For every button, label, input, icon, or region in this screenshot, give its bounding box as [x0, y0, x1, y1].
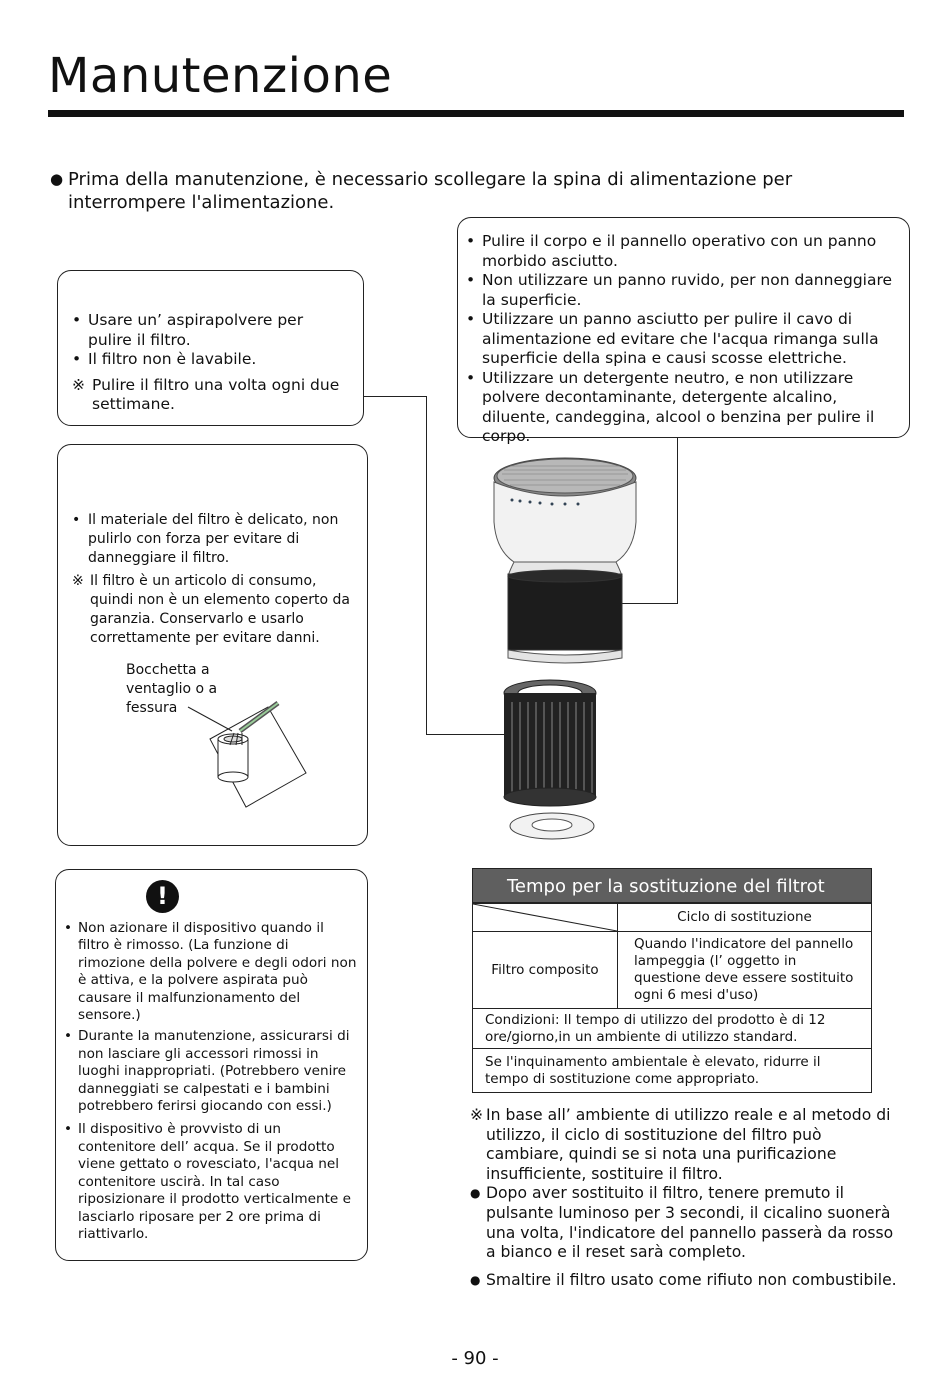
replacement-notes-list	[470, 1106, 900, 1290]
warning-box	[55, 869, 368, 1261]
connector-line	[677, 438, 678, 604]
list-item: ● Dopo aver sostituito il filtro, tenere premuto il pulsante luminoso per 3 secondi, il cicalino suonerà una volta, l'indicatore del pannello passerà da rosso a bianco e il reset sarà completo.	[470, 1184, 894, 1262]
nozzle-label: Bocchetta a ventaglio o a fessura	[126, 662, 218, 716]
conditions-note: Condizioni: Il tempo di utilizzo del prodotto è di 12 ore/giorno,in un ambiente di utilizzo standard.	[473, 1009, 872, 1049]
intro-note	[50, 168, 870, 214]
intro-bullet: ●	[50, 170, 64, 188]
warning-icon: !	[146, 880, 179, 913]
list-item: ● Smaltire il filtro usato come rifiuto non combustibile.	[470, 1270, 897, 1289]
diagonal-header-cell	[473, 904, 618, 932]
intro-text: Prima della manutenzione, è necessario scollegare la spina di alimentazione per interrompere l'alimentazione.	[68, 169, 793, 213]
list-item: ※ Il filtro è un articolo di consumo, quindi non è un elemento coperto da garanzia. Conservarlo e usarlo correttamente per evitare danni.	[72, 573, 351, 646]
replacement-grid	[472, 903, 872, 1093]
body-cleaning-list	[466, 232, 901, 447]
list-item: • Non azionare il dispositivo quando il filtro è rimosso. (La funzione di rimozione della polvere e degli odori non è attiva, e la polvere aspirata può causare il malfunzionamento del sensore.)	[64, 920, 357, 1024]
filter-type-cell: Filtro composito	[473, 932, 618, 1009]
connector-line	[364, 396, 427, 397]
list-item: ※ Pulire il filtro una volta ogni due settimane.	[72, 375, 340, 413]
vacuum-filter-illustration	[178, 695, 318, 815]
filter-care-list	[72, 511, 353, 648]
pollution-note: Se l'inquinamento ambientale è elevato, ridurre il tempo di sostituzione come appropriato.	[473, 1049, 872, 1093]
filter-cycle-cell: Quando l'indicatore del pannello lampeggia (l’ oggetto in questione deve essere sostituito ogni 6 mesi d'uso)	[618, 932, 872, 1009]
connector-line	[426, 396, 427, 735]
list-item: • Durante la manutenzione, assicurarsi di non lasciare gli accessori rimossi in luoghi inappropriati. (Potrebbero venire danneggiati se calpestati e i bambini potrebbero ferirsi giocando con essi.)	[64, 1028, 350, 1115]
cycle-header: Ciclo di sostituzione	[618, 904, 872, 932]
list-item: • Usare un’ aspirapolvere per pulire il filtro.	[72, 311, 304, 349]
list-item: • Utilizzare un detergente neutro, e non utilizzare polvere decontaminante, detergente alcalino, diluente, candeggina, alcool o benzina per pulire il corpo.	[466, 368, 875, 445]
filter-cleaning-box	[57, 270, 364, 426]
page-number: - 90 -	[451, 1348, 499, 1369]
title-divider	[48, 110, 904, 117]
list-item: • Utilizzare un panno asciutto per pulire il cavo di alimentazione ed evitare che l'acqua rimanga sulla superficie della spina e causi scosse elettriche.	[466, 310, 879, 367]
air-purifier-illustration	[490, 452, 640, 842]
page-title: Manutenzione	[48, 48, 393, 104]
list-item: • Il dispositivo è provvisto di un contenitore dell’ acqua. Se il prodotto viene gettato o rovesciato, l'acqua nel contenitore uscirà. In tal caso riposizionare il prodotto verticalmente e lasciarlo riposare per 2 ore prima di riattivarlo.	[64, 1121, 351, 1242]
replacement-notes	[470, 1106, 900, 1290]
replacement-table	[472, 868, 872, 1093]
diagonal-line	[473, 904, 617, 931]
list-item: ※ In base all’ ambiente di utilizzo reale e al metodo di utilizzo, il ciclo di sostituzione del filtro può cambiare, quindi se si nota una purificazione insufficiente, sostituire il filtro.	[470, 1106, 891, 1183]
list-item: • Pulire il corpo e il pannello operativo con un panno morbido asciutto.	[466, 232, 877, 270]
list-item: • Il materiale del filtro è delicato, non pulirlo con forza per evitare di danneggiare il filtro.	[72, 512, 339, 566]
replacement-table-title: Tempo per la sostituzione del filtrot	[472, 868, 872, 903]
list-item: • Il filtro non è lavabile.	[72, 350, 257, 368]
list-item: • Non utilizzare un panno ruvido, per non danneggiare la superficie.	[466, 271, 893, 309]
filter-care-box	[57, 444, 368, 846]
filter-cleaning-list	[72, 311, 349, 415]
body-cleaning-box	[457, 217, 910, 445]
warning-list	[64, 920, 359, 1243]
